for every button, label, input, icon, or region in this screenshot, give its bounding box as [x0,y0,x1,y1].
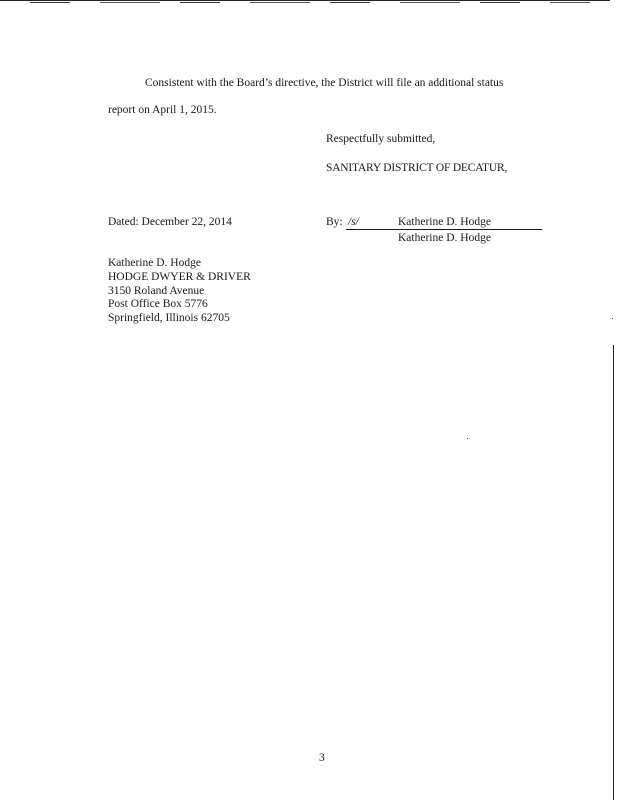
address-firm: HODGE DWYER & DRIVER [108,271,251,283]
signature-slash-s: /s/ [348,216,359,228]
scan-top-edge [0,0,610,1]
closing-entity: SANITARY DISTRICT OF DECATUR, [326,162,508,174]
scan-speck [612,318,613,319]
signature-signer-name: Katherine D. Hodge [398,216,491,228]
closing-respectfully: Respectfully submitted, [326,133,436,145]
address-city: Springfield, Illinois 62705 [108,312,230,324]
address-po-box: Post Office Box 5776 [108,298,208,310]
signature-line [346,229,542,230]
address-street: 3150 Roland Avenue [108,285,205,297]
scan-speck [467,438,468,439]
page-number: 3 [319,752,325,764]
paragraph-line-2: report on April 1, 2015. [108,104,217,116]
dated-line: Dated: December 22, 2014 [108,216,232,228]
scan-top-edge-dashes [30,2,590,3]
paragraph-line-1: Consistent with the Board’s directive, the District will file an additional status [145,77,504,89]
scan-right-edge [613,345,614,800]
address-name: Katherine D. Hodge [108,257,201,269]
signature-by-label: By: [326,216,343,228]
signature-printed-name: Katherine D. Hodge [398,232,491,244]
